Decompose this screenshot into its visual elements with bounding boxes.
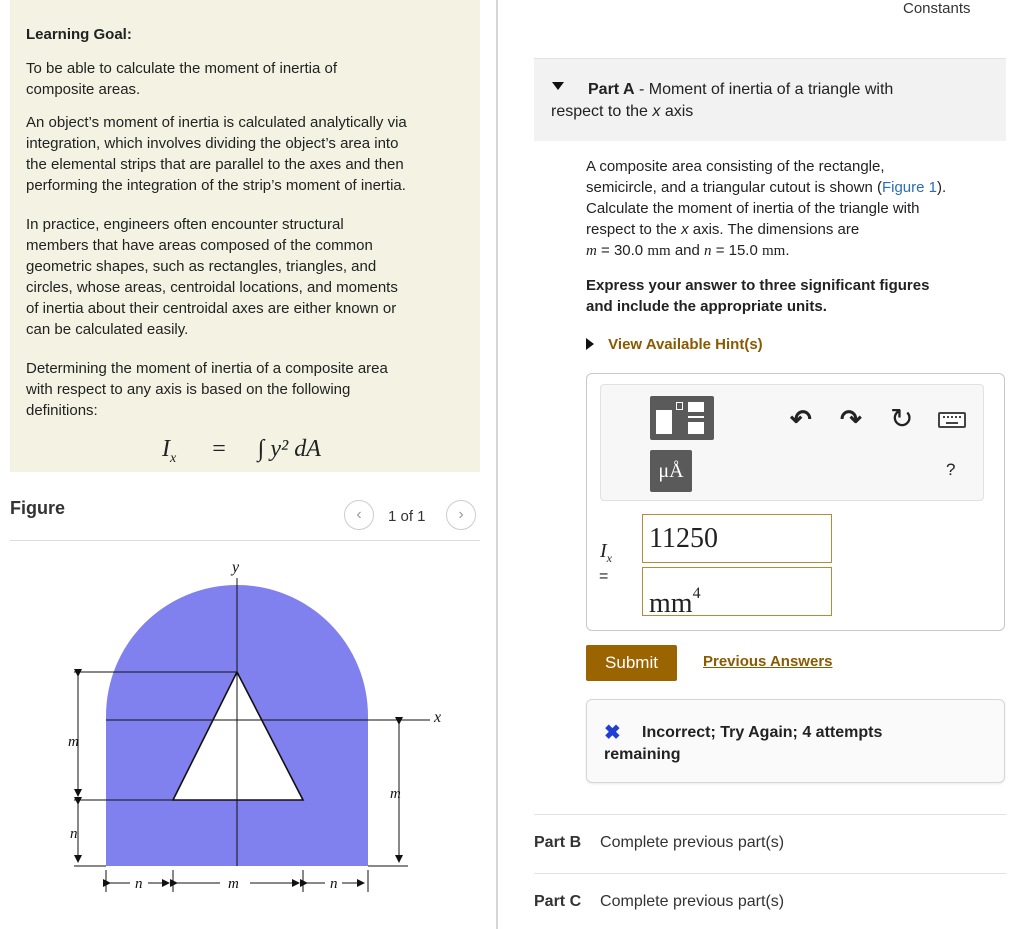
label-n-bottom-right: n — [330, 876, 338, 892]
goal-paragraph-2: An object’s moment of inertia is calculated analytically via integration, which involves dividing the object’s area into the elemental strips that are parallel to the axes and then performing the integration of the strip’s moment of inertia. — [26, 114, 407, 194]
answer-equals: = — [599, 568, 609, 585]
goal-paragraph-3: In practice, engineers often encounter structural members that have areas composed of the common geometric shapes, such as rectangles, triangles, and circles, whose areas, centroidal locations, and moments of inertia about their centroidal axes are either known or can be calculated easily. — [26, 216, 398, 338]
view-hints-toggle[interactable]: View Available Hint(s) — [586, 336, 763, 353]
prev-figure-button[interactable] — [344, 500, 374, 530]
learning-goal-panel — [10, 0, 480, 472]
figure-pager: 1 of 1 — [388, 508, 426, 525]
label-m-right: m — [390, 786, 401, 802]
chevron-left-icon: ‹ — [356, 506, 362, 523]
feedback-line2: remaining — [604, 746, 681, 763]
figure-header — [10, 496, 480, 541]
part-a-header[interactable] — [534, 58, 1006, 141]
next-figure-button[interactable] — [446, 500, 476, 530]
constants-link[interactable]: Constants — [903, 0, 971, 17]
divider-b — [534, 814, 1006, 815]
figure-title: Figure — [10, 498, 66, 518]
chevron-right-icon: › — [458, 506, 464, 523]
undo-icon[interactable]: ↶ — [790, 404, 812, 434]
divider-c — [534, 873, 1006, 874]
label-y: y — [232, 559, 240, 576]
keyboard-icon[interactable] — [938, 412, 966, 428]
redo-icon[interactable]: ↷ — [840, 404, 862, 434]
answer-value-field[interactable]: 11250 — [642, 514, 832, 563]
incorrect-x-icon: ✖ — [604, 722, 621, 744]
answer-variable: $I_x$ — [600, 540, 612, 565]
composite-area-figure — [60, 550, 470, 900]
answer-unit-field[interactable]: $mm^4$ — [642, 567, 832, 616]
expand-triangle-icon — [586, 338, 594, 350]
units-button[interactable]: μÅ — [650, 450, 692, 492]
label-m-left: m — [68, 734, 79, 750]
feedback-line1: Incorrect; Try Again; 4 attempts — [642, 724, 883, 741]
figure-1-link[interactable]: Figure 1 — [881, 179, 937, 196]
part-a-title-line1: Part A - Moment of inertia of a triangle with — [588, 81, 894, 98]
part-b-row[interactable]: Part B Complete previous part(s) — [534, 834, 785, 851]
templates-button[interactable] — [650, 396, 714, 440]
help-button[interactable]: ? — [946, 460, 956, 479]
goal-paragraph-4: Determining the moment of inertia of a composite area with respect to any axis is based on the following definitions: — [26, 360, 388, 419]
express-instructions: Express your answer to three significant figures and include the appropriate units. — [586, 277, 930, 315]
part-a-title-line2: respect to the x axis — [551, 103, 694, 120]
goal-title: Learning Goal: — [26, 26, 132, 43]
definition-equation: $I_x$ = ∫ y² dA — [162, 436, 321, 466]
collapse-triangle-icon[interactable] — [552, 82, 564, 90]
label-n-bottom-left: n — [135, 876, 143, 892]
submit-button[interactable]: Submit — [586, 645, 677, 681]
reset-icon[interactable]: ↻ — [890, 403, 914, 434]
label-n-left: n — [70, 826, 78, 842]
goal-paragraph-1: To be able to calculate the moment of inertia of composite areas. — [26, 60, 338, 98]
part-c-row[interactable]: Part C Complete previous part(s) — [534, 893, 785, 910]
question-text: A composite area consisting of the rectangle, semicircle, and a triangular cutout is shown (Figure 1). Calculate the moment of inertia of the triangle with respect to the x axis. The dimensions are m = 30.0 mm and n = 15.0 mm. — [586, 158, 947, 259]
previous-answers-link[interactable]: Previous Answers — [703, 653, 833, 670]
label-x: x — [434, 709, 442, 726]
label-m-bottom: m — [228, 876, 239, 892]
column-divider — [496, 0, 498, 929]
